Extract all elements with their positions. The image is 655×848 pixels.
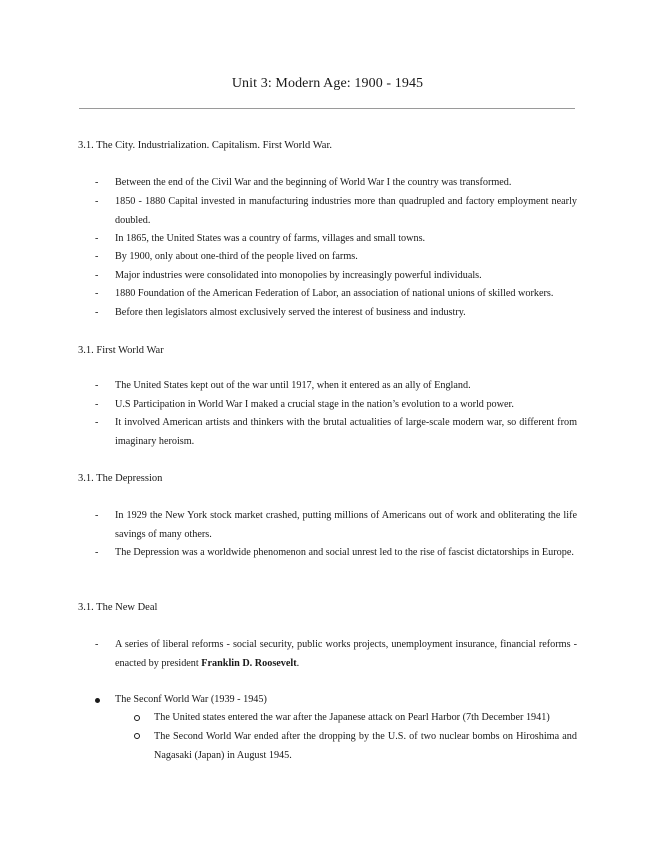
list-item: Major industries were consolidated into monopolies by increasingly powerful individuals. (115, 270, 482, 281)
dash-bullet: - (95, 417, 99, 428)
circle-bullet (134, 733, 140, 739)
dash-bullet: - (95, 510, 99, 521)
list-item: In 1865, the United States was a country of farms, villages and small towns. (115, 233, 426, 244)
list-item: The Depression was a worldwide phenomenon and social unrest led to the rise of fascist dictatorships in Europe. (115, 547, 574, 558)
dash-bullet: - (95, 399, 99, 410)
list-item: The United States kept out of the war until 1917, when it entered as an ally of England. (115, 380, 471, 391)
dash-bullet: - (95, 196, 99, 207)
list-item: 1850 - 1880 Capital invested in manufacturing industries more than quadrupled and factory employment nearly doubled. (115, 196, 577, 226)
dash-bullet: - (95, 639, 99, 650)
sub-list-item: The Second World War ended after the dropping by the U.S. of two nuclear bombs on Hiroshima and Nagasaki (Japan) in August 1945. (154, 731, 577, 761)
section-heading-depression: 3.1. The Depression (78, 473, 163, 484)
list-item (115, 636, 577, 673)
new-deal-text: A series of liberal reforms - social security, public works projects, unemployment insurance, financial reforms - enacted by president (115, 639, 577, 669)
list-item: U.S Participation in World War I maked a crucial stage in the nation’s evolution to a world power. (115, 399, 514, 410)
new-deal-period: . (296, 657, 300, 669)
dash-bullet: - (95, 270, 99, 281)
page-title: Unit 3: Modern Age: 1900 - 1945 (231, 76, 424, 91)
list-item: By 1900, only about one-third of the people lived on farms. (115, 251, 358, 262)
dash-bullet: - (95, 251, 99, 262)
section-heading-new-deal: 3.1. The New Deal (78, 602, 158, 613)
title-divider (79, 108, 575, 109)
list-item: 1880 Foundation of the American Federation of Labor, an association of national unions of skilled workers. (115, 288, 554, 299)
list-item: Between the end of the Civil War and the beginning of World War I the country was transformed. (115, 177, 512, 188)
list-item: In 1929 the New York stock market crashed, putting millions of Americans out of work and obliterating the life savings of many others. (115, 510, 577, 540)
disc-bullet (95, 698, 100, 703)
dash-bullet: - (95, 177, 99, 188)
president-name: Franklin D. Roosevelt (201, 657, 297, 669)
dash-bullet: - (95, 380, 99, 391)
dash-bullet: - (95, 288, 99, 299)
dash-bullet: - (95, 547, 99, 558)
dash-bullet: - (95, 233, 99, 244)
list-item: It involved American artists and thinkers with the brutal actualities of large-scale modern war, so different from imaginary heroism. (115, 417, 577, 447)
ww2-heading: The Seconf World War (1939 - 1945) (115, 694, 267, 705)
section-heading-city: 3.1. The City. Industrialization. Capitalism. First World War. (78, 140, 332, 151)
circle-bullet (134, 715, 140, 721)
list-item: Before then legislators almost exclusively served the interest of business and industry. (115, 307, 466, 318)
sub-list-item: The United states entered the war after the Japanese attack on Pearl Harbor (7th December 1941) (154, 712, 550, 723)
section-heading-first-world-war: 3.1. First World War (78, 345, 164, 356)
dash-bullet: - (95, 307, 99, 318)
